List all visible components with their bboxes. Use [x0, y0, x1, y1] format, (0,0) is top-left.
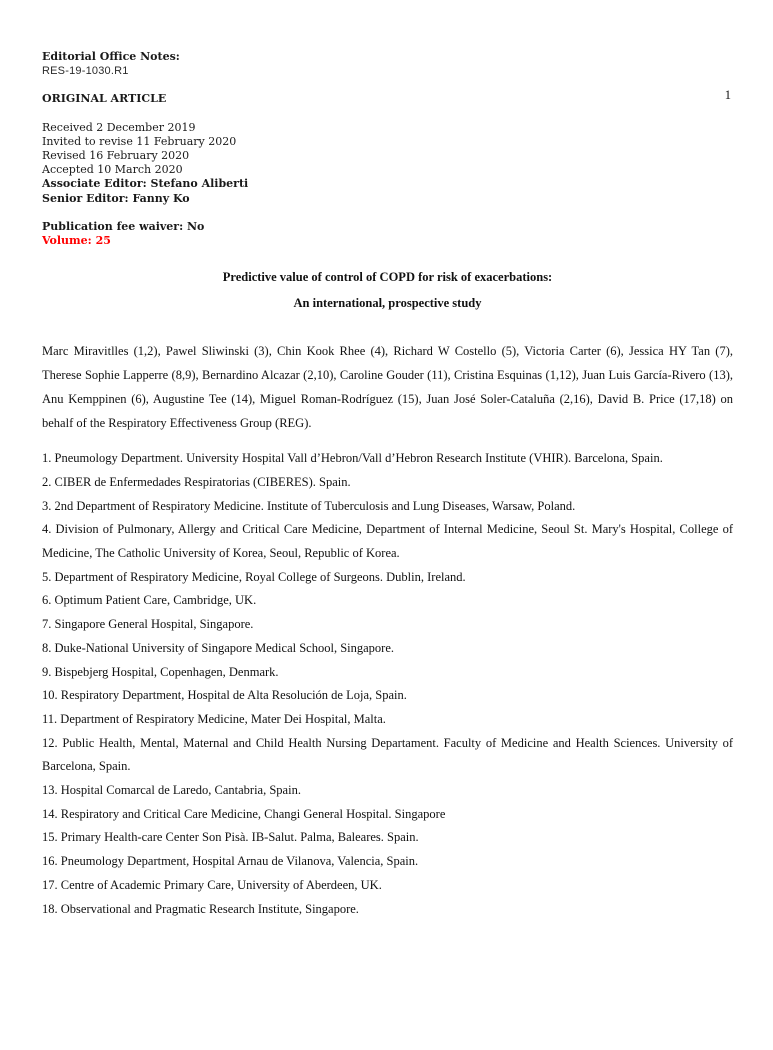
- review-history: [42, 121, 733, 206]
- invited-to-revise-date: Invited to revise 11 February 2020: [42, 134, 237, 148]
- affiliation-item: 1. Pneumology Department. University Hospital Vall d’Hebron/Vall d’Hebron Research Institute (VHIR). Barcelona, Spain.: [42, 451, 663, 466]
- affiliation-item: 5. Department of Respiratory Medicine, Royal College of Surgeons. Dublin, Ireland.: [42, 569, 466, 584]
- received-date: Received 2 December 2019: [42, 120, 196, 134]
- affiliation-item: 14. Respiratory and Critical Care Medicine, Changi General Hospital. Singapore: [42, 806, 446, 821]
- associate-editor: Associate Editor: Stefano Aliberti: [42, 177, 249, 191]
- affiliation-item: 10. Respiratory Department, Hospital de Alta Resolución de Loja, Spain.: [42, 688, 407, 703]
- accepted-date: Accepted 10 March 2020: [42, 163, 183, 177]
- affiliation-item: 8. Duke-National University of Singapore Medical School, Singapore.: [42, 640, 395, 655]
- affiliation-item: 2. CIBER de Enfermedades Respiratorias (CIBERES). Spain.: [42, 474, 351, 489]
- affiliation-item: 15. Primary Health-care Center Son Pisà. IB-Salut. Palma, Baleares. Spain.: [42, 830, 419, 845]
- affiliation-item: 16. Pneumology Department, Hospital Arnau de Vilanova, Valencia, Spain.: [42, 854, 419, 869]
- volume-number: Volume: 25: [42, 234, 111, 248]
- article-title-line-1: Predictive value of control of COPD for risk of exacerbations:: [222, 270, 553, 285]
- manuscript-id: RES-19-1030.R1: [42, 65, 129, 78]
- article-title-line-2: An international, prospective study: [293, 296, 482, 311]
- affiliation-item: 13. Hospital Comarcal de Laredo, Cantabria, Spain.: [42, 783, 301, 798]
- page-content: [0, 50, 773, 921]
- affiliation-item: 6. Optimum Patient Care, Cambridge, UK.: [42, 593, 257, 608]
- affiliation-item: 18. Observational and Pragmatic Research Institute, Singapore.: [42, 901, 359, 916]
- author-list: Marc Miravitlles (1,2), Pawel Sliwinski (3), Chin Kook Rhee (4), Richard W Costello (5), Victoria Carter (6), Jessica HY Tan (7), Therese Sophie Lapperre (8,9), Bernardino Alcazar (2,10), Caroline Gouder (11), Cristina Esquinas (1,12), Juan Luis García-Rivero (13), Anu Kemppinen (6), Augustine Tee (14), Miguel Roman-Rodríguez (15), Juan José Soler-Cataluña (2,16), David B. Price (17,18) on behalf of the Respiratory Effectiveness Group (REG).: [42, 344, 733, 431]
- senior-editor: Senior Editor: Fanny Ko: [42, 191, 190, 205]
- revised-date: Revised 16 February 2020: [42, 149, 190, 163]
- article-title: [42, 264, 733, 316]
- publication-fee-waiver: Publication fee waiver: No: [42, 219, 205, 233]
- affiliation-item: 4. Division of Pulmonary, Allergy and Critical Care Medicine, Department of Internal Medicine, Seoul St. Mary's Hospital, College of Medicine, The Catholic University of Korea, Seoul, Republic of Korea.: [42, 522, 733, 561]
- page-number: 1: [724, 88, 731, 102]
- affiliation-item: 11. Department of Respiratory Medicine, Mater Dei Hospital, Malta.: [42, 711, 386, 726]
- affiliation-item: 17. Centre of Academic Primary Care, University of Aberdeen, UK.: [42, 877, 382, 892]
- article-type-label: ORIGINAL ARTICLE: [42, 92, 167, 106]
- editorial-notes-heading: Editorial Office Notes:: [42, 50, 180, 63]
- affiliation-item: 12. Public Health, Mental, Maternal and Child Health Nursing Departament. Faculty of Medicine and Health Sciences. University of Barcelona, Spain.: [42, 735, 733, 774]
- affiliations-list: [42, 447, 733, 921]
- affiliation-item: 7. Singapore General Hospital, Singapore.: [42, 617, 254, 632]
- affiliation-item: 9. Bispebjerg Hospital, Copenhagen, Denmark.: [42, 664, 279, 679]
- editorial-office-notes-block: [42, 50, 733, 248]
- affiliation-item: 3. 2nd Department of Respiratory Medicine. Institute of Tuberculosis and Lung Diseases, Warsaw, Poland.: [42, 498, 576, 513]
- manuscript-page: [0, 50, 773, 1050]
